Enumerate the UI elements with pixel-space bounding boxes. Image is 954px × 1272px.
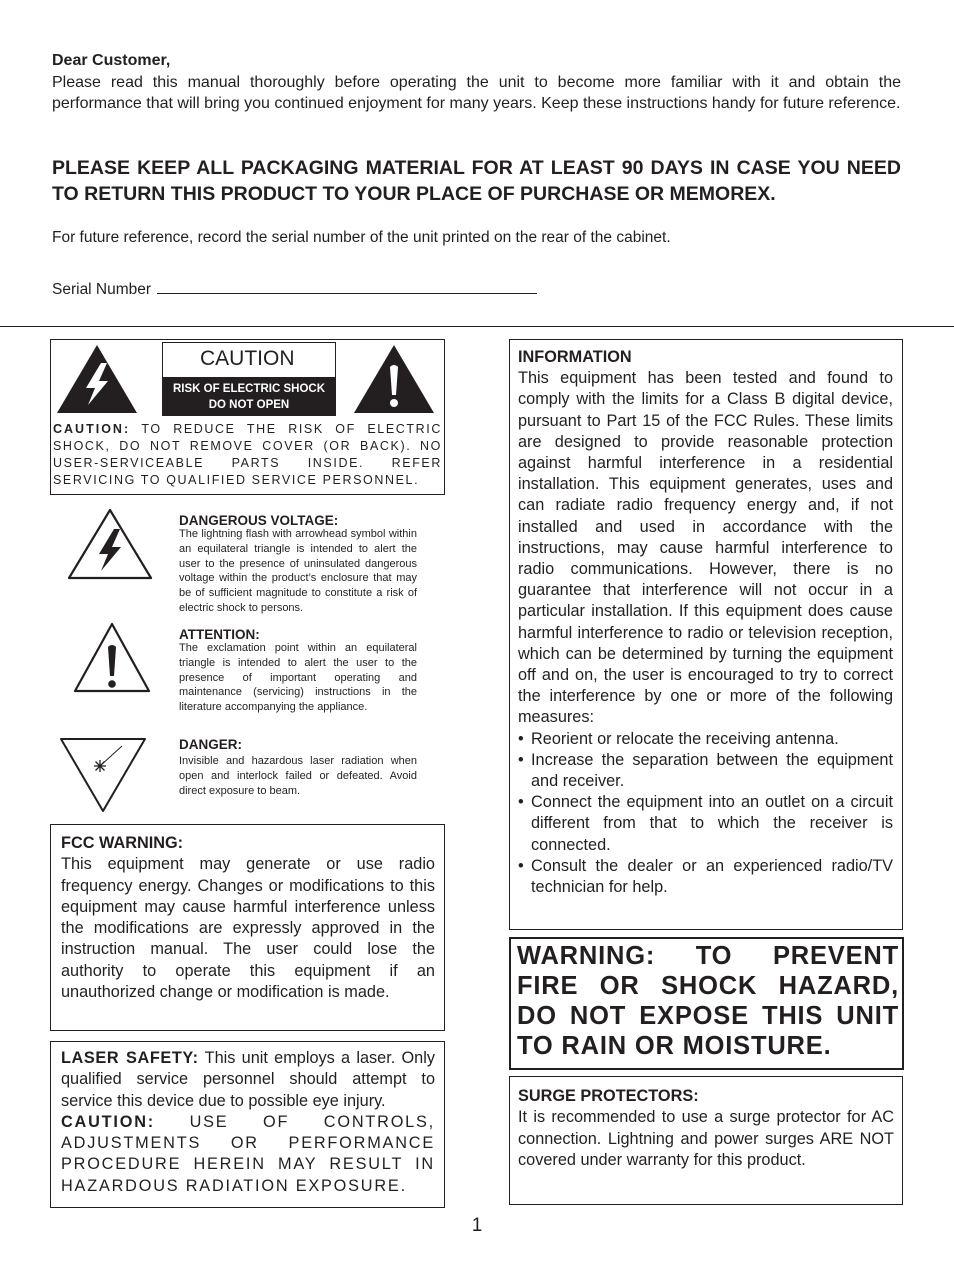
symbol-title-attention: ATTENTION:: [179, 627, 260, 642]
surge-title: SURGE PROTECTORS:: [518, 1087, 699, 1105]
list-item: • Consult the dealer or an experienced radio/TV technician for help.: [518, 856, 893, 898]
bullet-text: Increase the separation between the equipment and receiver.: [531, 750, 893, 791]
serial-number-label: Serial Number: [52, 281, 152, 298]
laser-caution-lead: CAUTION:: [61, 1112, 155, 1131]
bullet-text: Connect the equipment into an outlet on a circuit different from that to which the receiver is connected.: [531, 793, 893, 854]
section-divider: [0, 326, 954, 327]
symbol-body-attention: The exclamation point within an equilateral triangle is intended to alert the user to the presence of important operating and maintenance (servicing) instructions in the literature accompanying the appliance.: [179, 642, 417, 714]
symbol-title-danger: DANGER:: [179, 737, 242, 752]
intro-section: [52, 50, 901, 115]
serial-number-field: [52, 279, 537, 300]
fire-shock-warning-text: WARNING: TO PREVENT FIRE OR SHOCK HAZARD, DO NOT EXPOSE THIS UNIT TO RAIN OR MOISTURE.: [517, 942, 899, 1060]
fcc-warning-title: FCC WARNING:: [61, 834, 184, 852]
symbol-body-danger: Invisible and hazardous laser radiation when open and interlock failed or defeated. Avoid direct exposure to beam.: [179, 755, 417, 797]
caution-body: TO REDUCE THE RISK OF ELECTRIC SHOCK, DO NOT REMOVE COVER (OR BACK). NO USER-SERVICEABLE PARTS INSIDE. REFER SERVICING TO QUALIFIED SERVICE PERSONNEL.: [53, 422, 442, 487]
caution-label-line1: RISK OF ELECTRIC SHOCK: [172, 383, 326, 395]
laser-safety-box: [50, 1041, 445, 1208]
caution-warning-text: [53, 421, 442, 489]
fcc-warning-body: This equipment may generate or use radio frequency energy. Changes or modifications to this equipment may cause harmful interference unless the modifications are expressly approved in the instruction manual. The user could lose the authority to operate this equipment if an unauthorized change or modification is made.: [61, 855, 435, 1002]
surge-body: It is recommended to use a surge protector for AC connection. Lightning and power surges ARE NOT covered under warranty for this product.: [518, 1108, 894, 1169]
lightning-triangle-icon: [66, 507, 154, 581]
fcc-warning-box: [50, 824, 445, 1031]
caution-label: [162, 342, 336, 416]
laser-caution-paragraph: [61, 1112, 435, 1197]
caution-label-bar: [163, 377, 335, 415]
symbol-title-dangerous-voltage: DANGEROUS VOLTAGE:: [179, 513, 339, 528]
exclamation-triangle-icon: [352, 343, 436, 415]
fire-shock-warning-box: [509, 937, 904, 1070]
information-title: INFORMATION: [518, 348, 632, 366]
list-item: • Reorient or relocate the receiving antenna.: [518, 729, 893, 750]
packaging-notice: PLEASE KEEP ALL PACKAGING MATERIAL FOR AT LEAST 90 DAYS IN CASE YOU NEED TO RETURN THIS PRODUCT TO YOUR PLACE OF PURCHASE OR MEMOREX.: [52, 157, 901, 205]
caution-lead: CAUTION:: [53, 422, 131, 436]
surge-protectors-box: [509, 1076, 903, 1205]
laser-safety-lead: LASER SAFETY:: [61, 1049, 199, 1067]
list-item: • Connect the equipment into an outlet on a circuit different from that to which the receiver is connected.: [518, 792, 893, 856]
caution-box: [50, 339, 445, 495]
list-item: • Increase the separation between the equipment and receiver.: [518, 750, 893, 792]
symbol-body-dangerous-voltage: The lightning flash with arrowhead symbol within an equilateral triangle is intended to alert the user to the presence of uninsulated dangerous voltage within the product’s enclosure that may be of sufficient magnitude to constitute a risk of electric shock to persons.: [179, 528, 417, 614]
lightning-triangle-icon: [55, 343, 139, 415]
laser-triangle-icon: [58, 736, 148, 814]
serial-number-blank: [157, 279, 537, 294]
intro-body: Please read this manual thoroughly before operating the unit to become more familiar with it and obtain the performance that will bring you continued enjoyment for many years. Keep these instructions handy for future reference.: [52, 73, 901, 112]
laser-safety-body: This unit employs a laser. Only qualified service personnel should attempt to service this device due to possible eye injury.: [61, 1049, 435, 1110]
record-note: For future reference, record the serial number of the unit printed on the rear of the cabinet.: [52, 229, 671, 246]
laser-safety-paragraph: [61, 1048, 435, 1112]
information-box: [509, 339, 903, 930]
page-number: 1: [471, 1215, 483, 1236]
information-body: This equipment has been tested and found to comply with the limits for a Class B digital device, pursuant to Part 15 of the FCC Rules. These limits are designed to provide reasonable protection against harmful interference in a residential installation. This equipment generates, uses and can radiate radio frequency energy and, if not installed and used in accordance with the instructions, may cause harmful interference to radio communications. However, there is no guarantee that interference will not occur in a particular installation. If this equipment does cause harmful interference to radio or television reception, which can be determined by turning the equipment off and on, the user is encouraged to try to correct the interference by one or more of the following measures:: [518, 369, 893, 727]
exclamation-triangle-icon: [72, 621, 152, 693]
bullet-text: Consult the dealer or an experienced radio/TV technician for help.: [531, 856, 893, 897]
greeting: Dear Customer,: [52, 52, 171, 69]
caution-label-title: CAUTION: [200, 347, 295, 370]
bullet-text: Reorient or relocate the receiving antenna.: [531, 729, 839, 748]
laser-caution-body: USE OF CONTROLS, ADJUSTMENTS OR PERFORMANCE PROCEDURE HEREIN MAY RESULT IN HAZARDOUS RADIATION EXPOSURE.: [61, 1112, 435, 1195]
caution-label-line2: DO NOT OPEN: [208, 399, 290, 411]
